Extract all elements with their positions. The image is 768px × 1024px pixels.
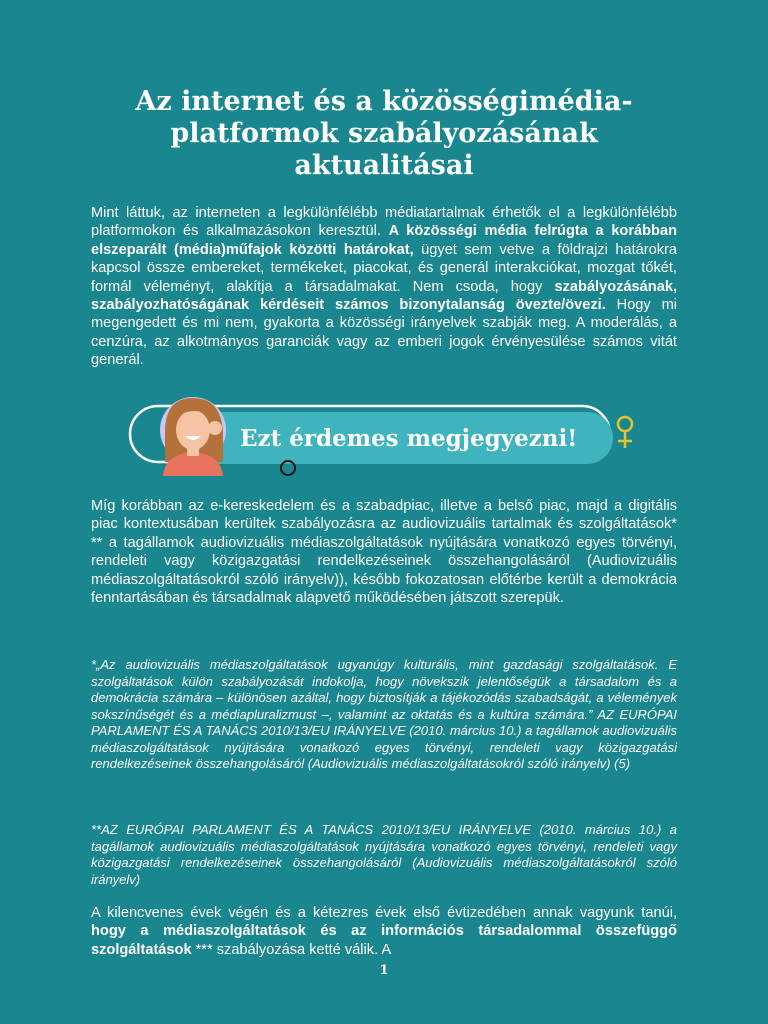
page-title: Az internet és a közösségimédia-platformok szabályozásának aktualitásai [135, 86, 633, 181]
closing-bold-1: hogy a médiaszolgáltatások és az információs társadalommal összefüggő szolgáltatások [91, 923, 677, 958]
closing-paragraph [91, 904, 677, 959]
banner-text: Ezt érdemes megjegyezni! [240, 425, 578, 452]
body-paragraph: Míg korábban az e-kereskedelem és a szabadpiac, illetve a belső piac, majd a digitális piac kontextusában kerültek szabályozásra az audiovizuális tartalmak és szolgáltatások* ** a tagállamok audiovizuális médiaszolgáltatások nyújtására vonatkozó egyes törvényi, rendeleti vagy közigazgatási rendelkezéseinek összehangolásáról (Audiovizuális médiaszolgáltatásokról szóló irányelv)), később fokozatosan előtérbe került a demokrácia fenntartásában és társadalmak alapvető működésében játszott szerepük. [91, 498, 677, 607]
intro-text-3: Hogy mi megengedett és mi nem, gyakorta a közösségi irányelvek szabják meg. A moderálás, a cenzúra, az alkotmányos garanciák vagy az emberi jogok érvényesülése számos vitát generál. [91, 297, 677, 369]
intro-text-2: ügyet sem vetve a földrajzi határokra kapcsol össze embereket, termékeket, piacokat, és generál interakciókat, mozgat tőkét, formál véleményt, alakítja a társadalmakat. Nem csoda, hogy [91, 241, 677, 295]
intro-paragraph [91, 204, 677, 370]
page-number: 1 [379, 963, 389, 978]
closing-text-1: A kilencvenes évek végén és a kétezres évek első évtizedében annak vagyunk tanúi, [91, 905, 677, 921]
intro-bold-1: A közösségi média felrúgta a korábban elszeparált (média)műfajok közötti határokat, [91, 223, 678, 258]
intro-text-1: Mint láttuk, az interneten a legkülönfélébb médiatartalmak érhetők el a legkülönfélébb platformokon és alkalmazásokon keresztül. [91, 205, 677, 240]
woman-avatar-icon [160, 397, 226, 476]
footnote-2: **AZ EURÓPAI PARLAMENT ÉS A TANÁCS 2010/13/EU IRÁNYELVE (2010. március 10.) a tagállamok audiovizuális médiaszolgáltatások nyújtására vonatkozó egyes törvényi, rendeleti vagy közigazgatási rendelkezéseinek összehangolásáról (Audiovizuális médiaszolgáltatásokról szóló irányelv) [91, 822, 677, 887]
closing-text-2: *** szabályozása ketté válik. A [191, 941, 392, 958]
intro-bold-2: szabályozásának, szabályozhatóságának kérdéseit számos bizonytalanság övezte/övezi. [91, 278, 677, 314]
footnote-1: *„Az audiovizuális médiaszolgáltatások ugyanúgy kulturális, mint gazdasági szolgáltatások. E szolgáltatások külön szabályozását indokolja, hogy növekszik jelentőségük a társadalom és a demokrácia számára – különösen azáltal, hogy biztosítják a tájékozódás szabadságát, a vélemények sokszínűségét és a médiapluralizmust –, valamint az oktatás és a kultúra számára.” AZ EURÓPAI PARLAMENT ÉS A TANÁCS 2010/13/EU IRÁNYELVE (2010. március 10.) a tagállamok audiovizuális médiaszolgáltatások nyújtására vonatkozó egyes törvényi, rendeleti vagy közigazgatási rendelkezéseinek összehangolásáról (Audiovizuális médiaszolgáltatásokról szóló irányelv) (5) [91, 657, 677, 771]
venus-icon [618, 417, 632, 448]
